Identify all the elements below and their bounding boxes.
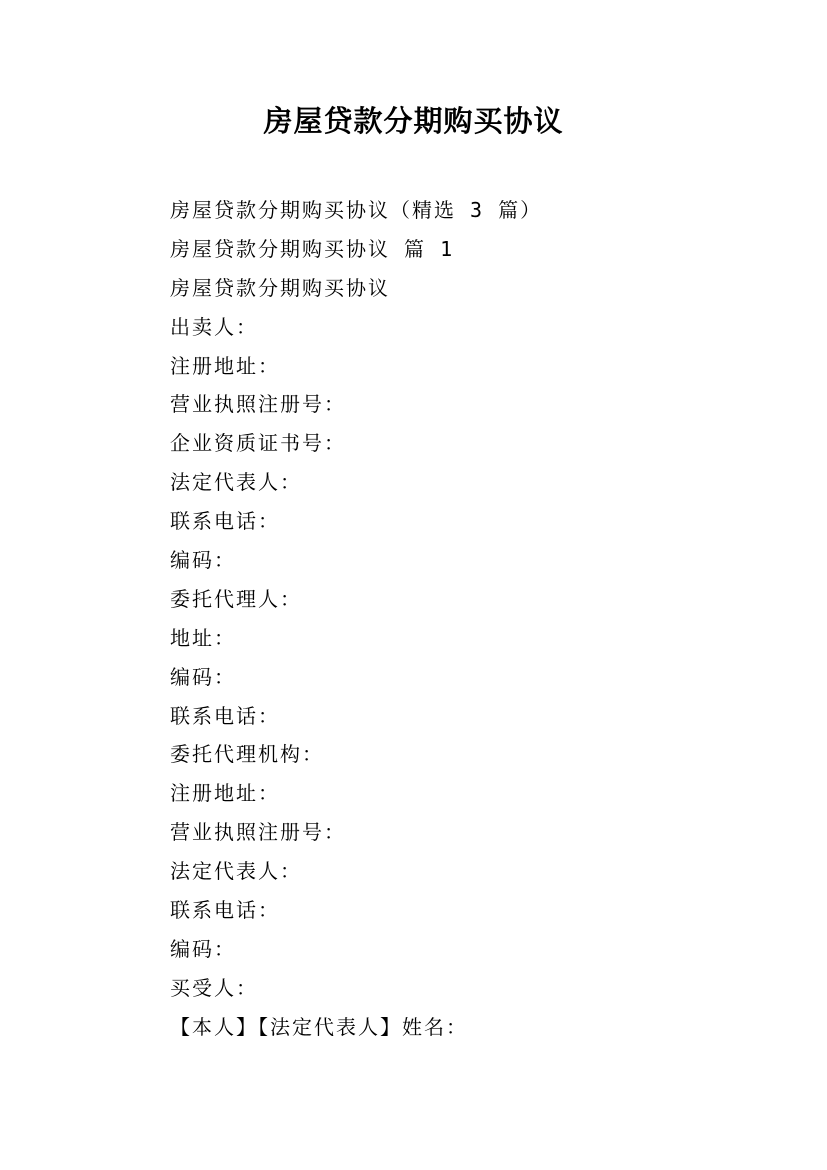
body-line-buyer: 买受人： xyxy=(170,975,258,1000)
body-line-article-heading: 房屋贷款分期购买协议 篇 1 xyxy=(170,236,455,261)
body-line-business-license-no: 营业执照注册号： xyxy=(170,392,346,417)
body-line-legal-representative: 法定代表人： xyxy=(170,470,302,495)
body-line-agency: 委托代理机构： xyxy=(170,742,324,767)
body-line-address: 地址： xyxy=(170,625,236,650)
body-line-registered-address: 注册地址： xyxy=(170,781,280,806)
body-line-business-license-no: 营业执照注册号： xyxy=(170,820,346,845)
body-line-registered-address: 注册地址： xyxy=(170,353,280,378)
body-line-qualification-cert-no: 企业资质证书号： xyxy=(170,431,346,456)
document-title: 房屋贷款分期购买协议 xyxy=(263,104,564,138)
document-body xyxy=(170,191,542,1047)
body-line-authorized-agent: 委托代理人： xyxy=(170,586,302,611)
body-line-buyer-name: 【本人】【法定代表人】姓名： xyxy=(170,1014,468,1039)
body-line-agreement-title: 房屋贷款分期购买协议 xyxy=(170,275,390,300)
body-line-postcode: 编码： xyxy=(170,548,236,573)
body-line-phone: 联系电话： xyxy=(170,509,280,534)
body-line-phone: 联系电话： xyxy=(170,703,280,728)
body-line-seller: 出卖人： xyxy=(170,314,258,339)
body-line-collection-heading: 房屋贷款分期购买协议（精选 3 篇） xyxy=(170,198,543,222)
body-line-phone: 联系电话： xyxy=(170,898,280,923)
body-line-postcode: 编码： xyxy=(170,664,236,689)
body-line-postcode: 编码： xyxy=(170,936,236,961)
body-line-legal-representative: 法定代表人： xyxy=(170,859,302,884)
